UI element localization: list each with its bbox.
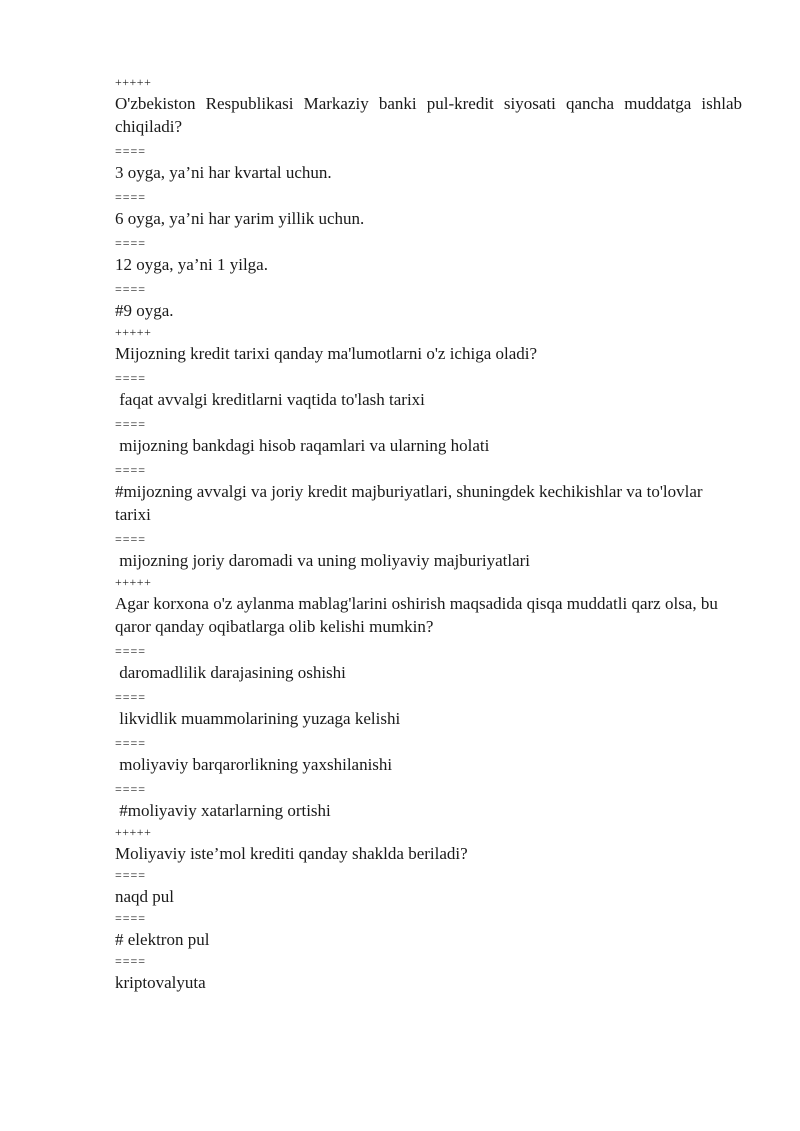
option-separator: ==== — [115, 782, 147, 796]
option-separator: ==== — [115, 282, 147, 296]
answer-option: #9 oyga. — [115, 301, 174, 320]
answer-option: mijozning joriy daromadi va uning moliyaviy majburiyatlari — [115, 551, 530, 570]
answer-option: likvidlik muammolarining yuzaga kelishi — [115, 709, 401, 728]
option-separator: ==== — [115, 690, 147, 704]
question-separator: +++++ — [115, 575, 152, 589]
answer-option: daromadlilik darajasining oshishi — [115, 663, 346, 682]
option-separator: ==== — [115, 371, 147, 385]
answer-option: 6 oyga, ya’ni har yarim yillik uchun. — [115, 209, 365, 228]
option-separator: ==== — [115, 954, 147, 968]
answer-option: moliyaviy barqarorlikning yaxshilanishi — [115, 755, 393, 774]
option-separator: ==== — [115, 144, 147, 158]
question-separator: +++++ — [115, 325, 152, 339]
answer-option: naqd pul — [115, 887, 175, 906]
answer-option: mijozning bankdagi hisob raqamlari va ularning holati — [115, 436, 490, 455]
answer-option: faqat avvalgi kreditlarni vaqtida to'lash tarixi — [115, 390, 425, 409]
question-text: O'zbekiston Respublikasi Markaziy banki pul-kredit siyosati qancha muddatga ishlab chiqiladi? — [115, 94, 747, 136]
answer-option: #moliyaviy xatarlarning ortishi — [115, 801, 331, 820]
option-separator: ==== — [115, 911, 147, 925]
question-separator: +++++ — [115, 75, 152, 89]
option-separator: ==== — [115, 417, 147, 431]
answer-option: 12 oyga, ya’ni 1 yilga. — [115, 255, 268, 274]
question-text: Agar korxona o'z aylanma mablag'larini oshirish maqsadida qisqa muddatli qarz olsa, bu qaror qanday oqibatlarga olib kelishi mumkin? — [115, 594, 723, 636]
option-separator: ==== — [115, 532, 147, 546]
option-separator: ==== — [115, 463, 147, 477]
document-page — [115, 72, 747, 994]
question-text: Mijozning kredit tarixi qanday ma'lumotlarni o'z ichiga oladi? — [115, 344, 538, 363]
answer-option: 3 oyga, ya’ni har kvartal uchun. — [115, 163, 332, 182]
option-separator: ==== — [115, 190, 147, 204]
answer-option: kriptovalyuta — [115, 973, 206, 992]
option-separator: ==== — [115, 236, 147, 250]
answer-option: # elektron pul — [115, 930, 210, 949]
option-separator: ==== — [115, 644, 147, 658]
option-separator: ==== — [115, 868, 147, 882]
question-text: Moliyaviy iste’mol krediti qanday shaklda beriladi? — [115, 844, 468, 863]
question-separator: +++++ — [115, 825, 152, 839]
answer-option: #mijozning avvalgi va joriy kredit majburiyatlari, shuningdek kechikishlar va to'lovlar tarixi — [115, 482, 707, 524]
option-separator: ==== — [115, 736, 147, 750]
